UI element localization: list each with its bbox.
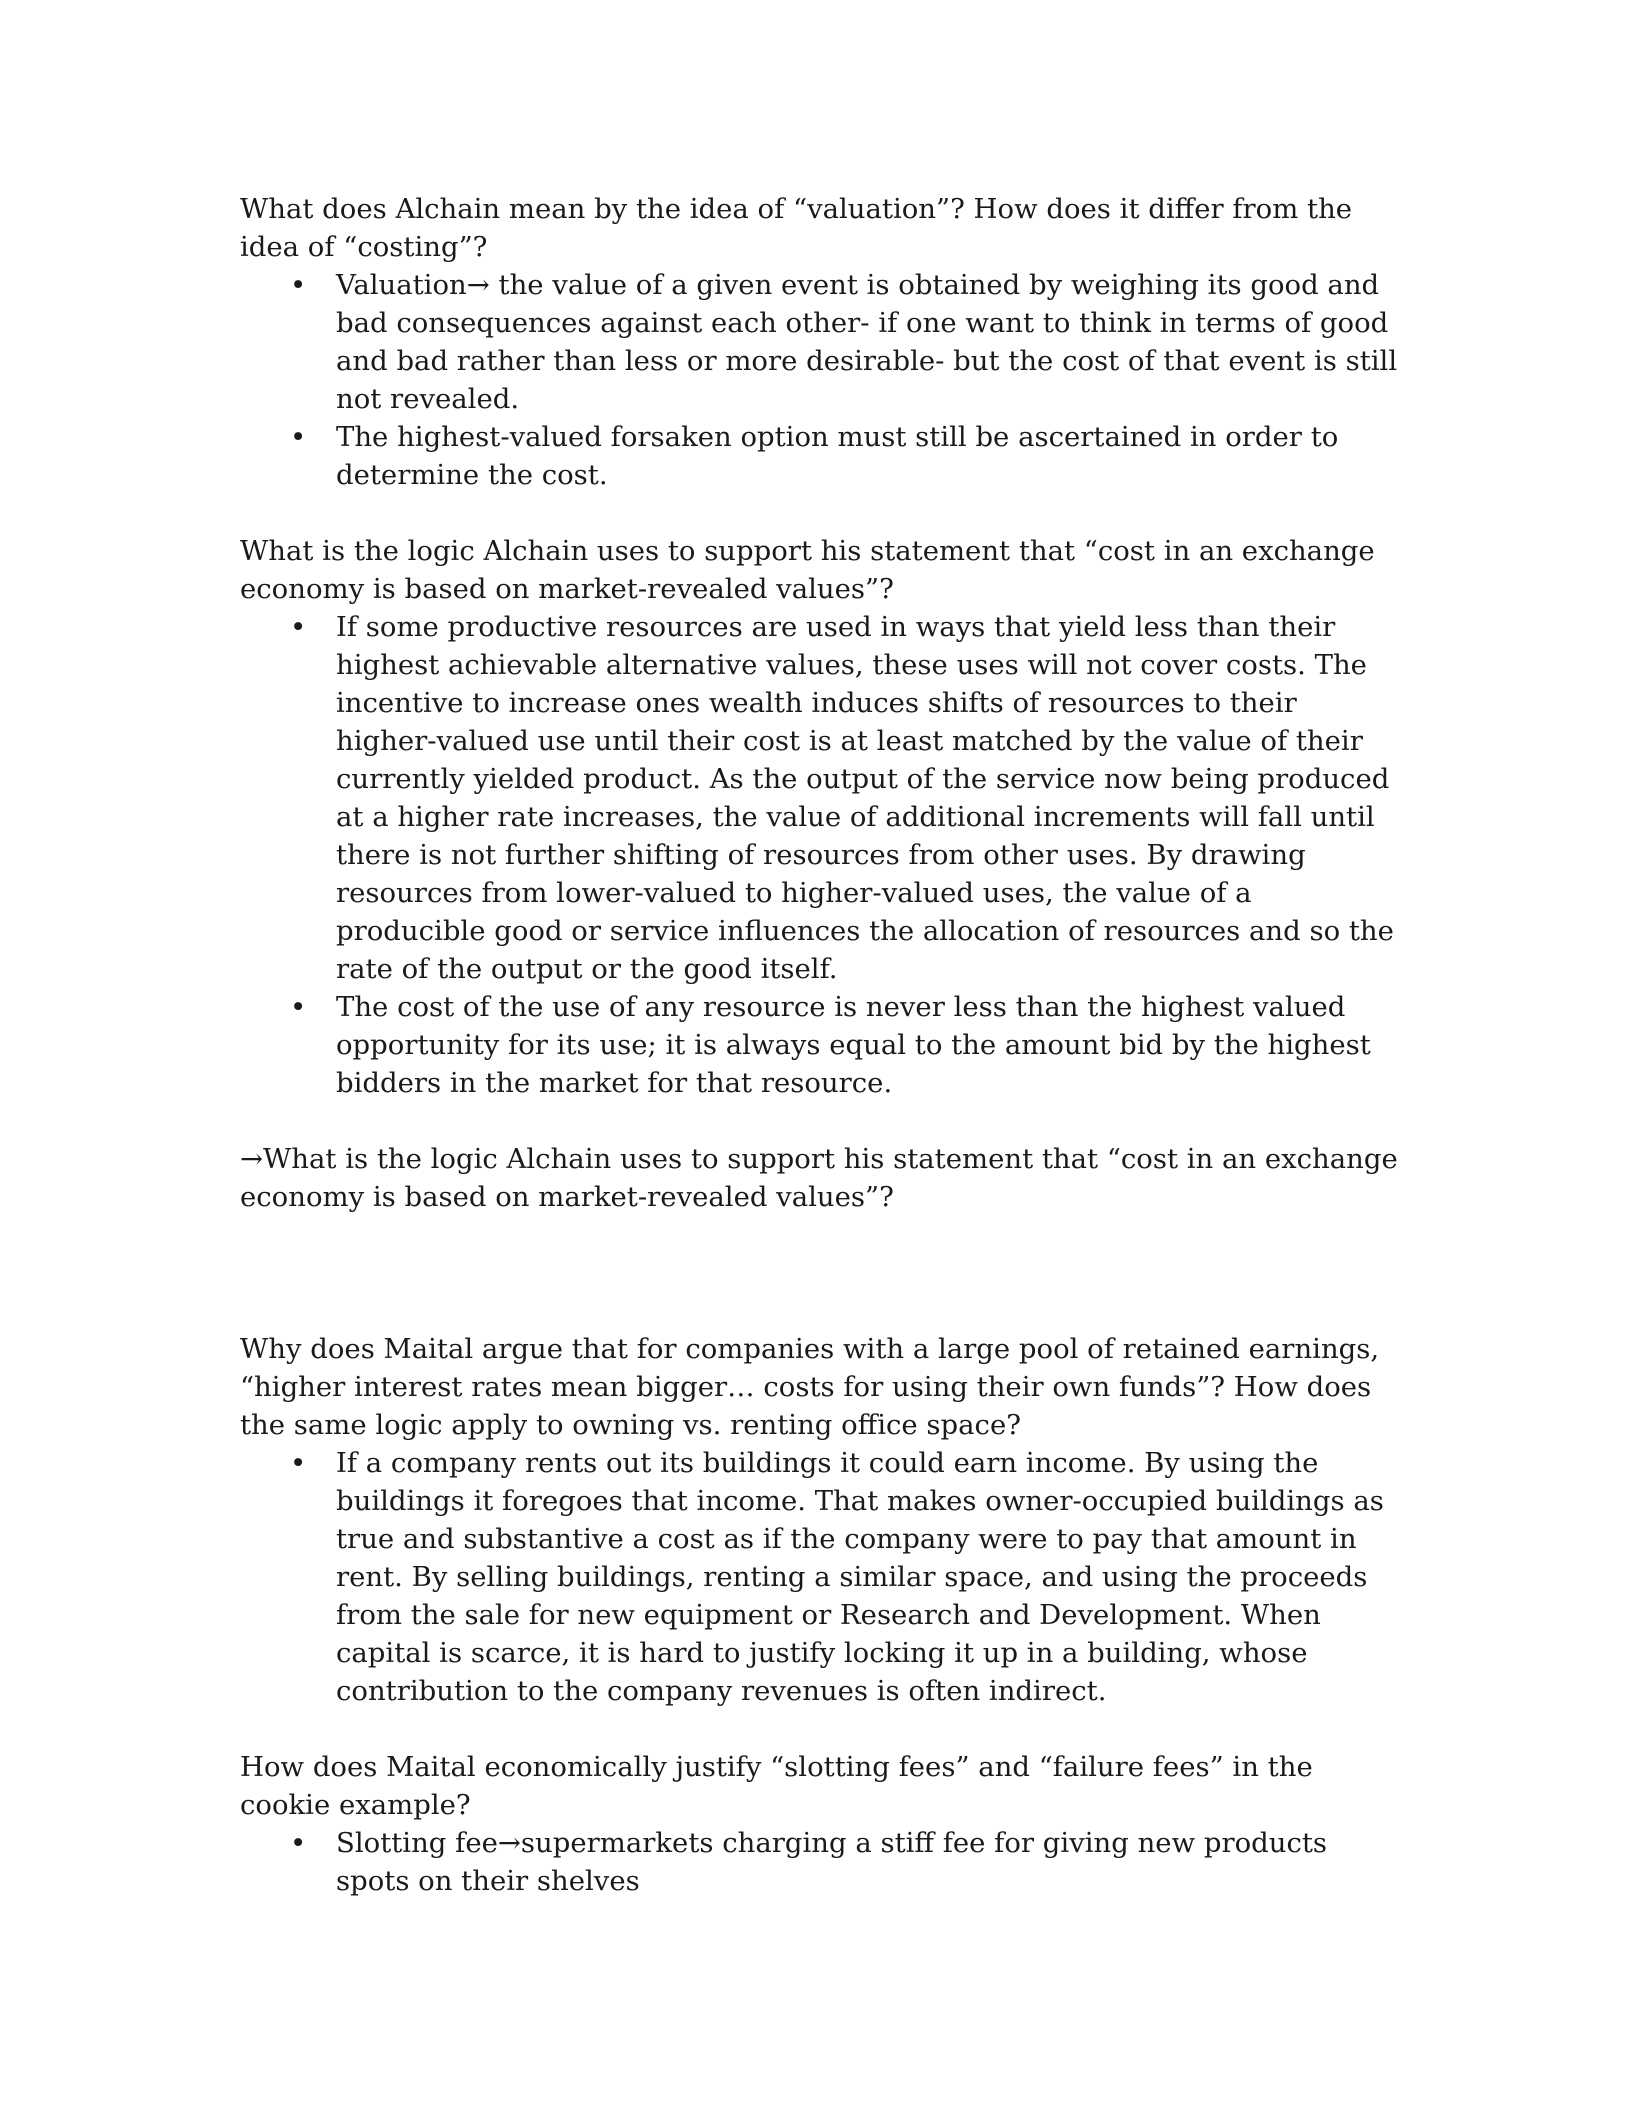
list-item [240, 988, 1400, 1102]
paragraph-spacer [240, 494, 1400, 532]
bullet-icon: • [290, 1447, 307, 1479]
document-page [240, 190, 1400, 1900]
bullet-list-market-revealed-values [240, 608, 1400, 1102]
bullet-text: Slotting fee→supermarkets charging a stiff fee for giving new products spots on their shelves [336, 1827, 1328, 1897]
question-retained-earnings: Why does Maital argue that for companies with a large pool of retained earnings, “higher interest rates mean bigger… costs for using their own funds”? How does the same logic apply to owning vs. renting office space? [240, 1333, 1380, 1441]
list-item [240, 608, 1400, 988]
bullet-list-valuation [240, 266, 1400, 494]
bullet-icon: • [290, 991, 307, 1023]
question-market-revealed-values: What is the logic Alchain uses to support his statement that “cost in an exchange economy is based on market-revealed values”? [240, 535, 1375, 605]
question-valuation: What does Alchain mean by the idea of “valuation”? How does it differ from the idea of “costing”? [240, 193, 1353, 263]
bullet-icon: • [290, 421, 307, 453]
list-item [240, 418, 1400, 494]
bullet-text: If a company rents out its buildings it could earn income. By using the buildings it foregoes that income. That makes owner-occupied buildings as true and substantive a cost as if the company were to pay that amount in rent. By selling buildings, renting a similar space, and using the proceeds from the sale for new equipment or Research and Development. When capital is scarce, it is hard to justify locking it up in a building, whose contribution to the company revenues is often indirect. [336, 1447, 1384, 1707]
bullet-list-retained-earnings [240, 1444, 1400, 1710]
question-slotting-fees: How does Maital economically justify “slotting fees” and “failure fees” in the cookie example? [240, 1751, 1313, 1821]
list-item [240, 1444, 1400, 1710]
question-market-revealed-values-repeat: →What is the logic Alchain uses to support his statement that “cost in an exchange economy is based on market-revealed values”? [240, 1143, 1398, 1213]
paragraph-spacer [240, 1216, 1400, 1330]
bullet-text: Valuation→ the value of a given event is obtained by weighing its good and bad consequences against each other- if one want to think in terms of good and bad rather than less or more desirable- but the cost of that event is still not revealed. [336, 269, 1398, 415]
paragraph-spacer [240, 1710, 1400, 1748]
bullet-text: The cost of the use of any resource is never less than the highest valued opportunity for its use; it is always equal to the amount bid by the highest bidders in the market for that resource. [336, 991, 1371, 1099]
bullet-icon: • [290, 269, 307, 301]
bullet-icon: • [290, 611, 307, 643]
bullet-text: If some productive resources are used in ways that yield less than their highest achievable alternative values, these uses will not cover costs. The incentive to increase ones wealth induces shifts of resources to their higher-valued use until their cost is at least matched by the value of their currently yielded product. As the output of the service now being produced at a higher rate increases, the value of additional increments will fall until there is not further shifting of resources from other uses. By drawing resources from lower-valued to higher-valued uses, the value of a producible good or service influences the allocation of resources and so the rate of the output or the good itself. [336, 611, 1394, 985]
paragraph-spacer [240, 1102, 1400, 1140]
bullet-icon: • [290, 1827, 307, 1859]
list-item [240, 266, 1400, 418]
bullet-list-slotting-fees [240, 1824, 1400, 1900]
bullet-text: The highest-valued forsaken option must still be ascertained in order to determine the cost. [336, 421, 1339, 491]
list-item [240, 1824, 1400, 1900]
